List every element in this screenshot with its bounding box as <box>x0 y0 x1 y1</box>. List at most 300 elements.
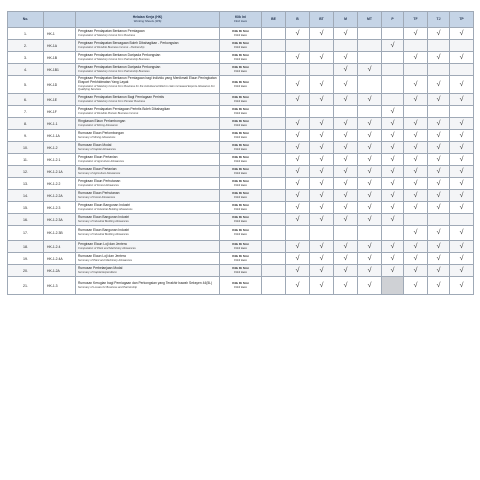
mark-cell <box>262 130 286 142</box>
row-link-label[interactable]: Klik Di Sini <box>232 130 249 135</box>
table-row <box>8 226 474 241</box>
check-mark-icon: √ <box>286 28 310 40</box>
row-link[interactable] <box>220 94 262 106</box>
row-number: 13. <box>8 178 44 190</box>
table-row <box>8 28 474 40</box>
row-code: HK-1.2.4A <box>44 253 76 265</box>
worksheet-index <box>7 11 474 295</box>
mark-cell <box>404 106 428 118</box>
header-col: BT <box>310 12 334 28</box>
mark-cell <box>286 226 310 241</box>
row-link-label-en[interactable]: Click Here <box>234 245 247 250</box>
row-description-ms: Rumusan Elaun Modal <box>78 142 112 147</box>
check-mark-icon: √ <box>286 52 310 64</box>
check-mark-icon: √ <box>358 142 382 154</box>
table-row <box>8 277 474 295</box>
check-mark-icon: √ <box>404 118 428 130</box>
check-mark-icon: √ <box>286 94 310 106</box>
mark-cell <box>262 118 286 130</box>
mark-cell <box>358 76 382 94</box>
row-link[interactable] <box>220 214 262 226</box>
check-mark-icon: √ <box>358 64 382 76</box>
row-link[interactable] <box>220 277 262 295</box>
mark-cell <box>262 166 286 178</box>
check-mark-icon: √ <box>382 202 404 214</box>
row-number: 21. <box>8 277 44 295</box>
row-description-en: Summary of Plant and Machinery Allowances <box>78 258 132 262</box>
check-mark-icon: √ <box>310 214 334 226</box>
header-link-label-en: Click Here <box>233 18 248 23</box>
check-mark-icon: √ <box>404 28 428 40</box>
row-link-label[interactable]: Klik Di Sini <box>232 106 249 111</box>
check-mark-icon: √ <box>334 154 358 166</box>
row-link-label-en[interactable]: Click Here <box>234 269 247 274</box>
row-description-ms: Ringkasan Elaun Perlombongan <box>78 118 126 123</box>
header-col: P <box>382 12 404 28</box>
mark-cell <box>262 226 286 241</box>
check-mark-icon: √ <box>404 277 428 295</box>
row-link[interactable] <box>220 76 262 94</box>
check-mark-icon: √ <box>286 253 310 265</box>
row-description <box>76 178 220 190</box>
check-mark-icon: √ <box>310 253 334 265</box>
check-mark-icon: √ <box>334 142 358 154</box>
row-link-label[interactable]: Klik Di Sini <box>232 52 249 57</box>
header-col: TF <box>404 12 428 28</box>
check-mark-icon: √ <box>428 253 450 265</box>
row-link[interactable] <box>220 265 262 277</box>
check-mark-icon: √ <box>404 154 428 166</box>
mark-cell <box>262 277 286 295</box>
row-number: 15. <box>8 202 44 214</box>
mark-cell <box>262 76 286 94</box>
row-description-en: Computation of Industrial Building Allowances <box>78 207 133 211</box>
row-description-en: Computation of Statutory Income from Partnership Business <box>78 57 150 61</box>
row-code: HK-1 <box>44 28 76 40</box>
row-code: HK-1.3 <box>44 277 76 295</box>
check-mark-icon: √ <box>404 253 428 265</box>
row-code: HK-1A <box>44 40 76 52</box>
check-mark-icon: √ <box>334 118 358 130</box>
check-mark-icon: √ <box>310 277 334 295</box>
row-link-label-en[interactable]: Click Here <box>234 44 247 49</box>
row-number: 9. <box>8 130 44 142</box>
check-mark-icon: √ <box>358 154 382 166</box>
row-link-label[interactable]: Klik Di Sini <box>232 28 249 33</box>
row-link-label[interactable]: Klik Di Sini <box>232 202 249 207</box>
check-mark-icon: √ <box>428 265 450 277</box>
row-number: 6. <box>8 94 44 106</box>
row-link[interactable] <box>220 154 262 166</box>
check-mark-icon: √ <box>428 28 450 40</box>
row-link-label-en[interactable]: Click Here <box>234 134 247 139</box>
row-description-en: Computation of Statutory Income from Pioneer Business <box>78 99 146 103</box>
row-link[interactable] <box>220 178 262 190</box>
check-mark-icon: √ <box>428 241 450 253</box>
check-mark-icon: √ <box>310 265 334 277</box>
mark-cell <box>382 52 404 64</box>
row-code: HK-1.2.2A <box>44 190 76 202</box>
mark-cell <box>428 64 450 76</box>
row-link-label[interactable]: Klik Di Sini <box>232 280 249 285</box>
check-mark-icon: √ <box>310 142 334 154</box>
row-link-label[interactable]: Klik Di Sini <box>232 40 249 45</box>
header-col: B <box>286 12 310 28</box>
header-col: BE <box>262 12 286 28</box>
row-description-ms: Pengiraan Pendapatan Bercagaan Boleh Dibahagikan - Perkongsian <box>78 40 179 45</box>
table-row <box>8 76 474 94</box>
row-code: HK-1.2.1A <box>44 166 76 178</box>
check-mark-icon: √ <box>382 178 404 190</box>
row-link-label-en[interactable]: Click Here <box>234 218 247 223</box>
row-link-label[interactable]: Klik Di Sini <box>232 228 249 233</box>
row-link[interactable] <box>220 106 262 118</box>
row-number: 12. <box>8 166 44 178</box>
row-link[interactable] <box>220 52 262 64</box>
row-link-label-en[interactable]: Click Here <box>234 194 247 199</box>
row-link[interactable] <box>220 190 262 202</box>
table-row <box>8 40 474 52</box>
row-description-ms: Rumusan Elaun Loji dan Jentera <box>78 253 126 258</box>
row-link[interactable] <box>220 226 262 241</box>
table-row <box>8 265 474 277</box>
check-mark-icon: √ <box>310 241 334 253</box>
table-row <box>8 64 474 76</box>
mark-cell <box>358 40 382 52</box>
check-mark-icon: √ <box>310 190 334 202</box>
check-mark-icon: √ <box>286 178 310 190</box>
mark-cell <box>262 52 286 64</box>
row-description <box>76 52 220 64</box>
row-link-label-en[interactable]: Click Here <box>234 284 247 289</box>
check-mark-icon: √ <box>404 142 428 154</box>
row-number: 5. <box>8 76 44 94</box>
check-mark-icon: √ <box>450 265 474 277</box>
check-mark-icon: √ <box>428 166 450 178</box>
check-mark-icon: √ <box>450 142 474 154</box>
row-description-ms: Pengiraan Pendapatan Berkanun Perniagaan bagi Individu yang Menikmati Elaun Peningkatan Eksport Perkhidmatan Yang Layak <box>78 75 217 84</box>
row-number: 3. <box>8 52 44 64</box>
row-link-label[interactable]: Klik Di Sini <box>232 94 249 99</box>
row-code: HK-1.2A <box>44 265 76 277</box>
mark-cell <box>382 226 404 241</box>
mark-cell <box>286 40 310 52</box>
check-mark-icon: √ <box>334 76 358 94</box>
check-mark-icon: √ <box>428 277 450 295</box>
check-mark-icon: √ <box>358 241 382 253</box>
header-row <box>8 12 474 28</box>
check-mark-icon: √ <box>286 277 310 295</box>
row-description-ms: Pengiraan Elaun Loji dan Jentera <box>78 241 127 246</box>
row-code: HK-1.1A <box>44 130 76 142</box>
mark-cell <box>262 106 286 118</box>
check-mark-icon: √ <box>382 106 404 118</box>
row-link[interactable] <box>220 241 262 253</box>
row-description-ms: Rumusan Elaun Perlombongan <box>78 130 124 135</box>
check-mark-icon: √ <box>450 202 474 214</box>
check-mark-icon: √ <box>334 241 358 253</box>
mark-cell <box>334 106 358 118</box>
check-mark-icon: √ <box>450 76 474 94</box>
row-link-label-en[interactable]: Click Here <box>234 32 247 37</box>
row-link-label[interactable]: Klik Di Sini <box>232 79 249 84</box>
header-form-title: Helaian Kerja (HK) <box>132 14 163 19</box>
check-mark-icon: √ <box>382 118 404 130</box>
mark-cell <box>262 214 286 226</box>
row-description <box>76 241 220 253</box>
row-number: 2. <box>8 40 44 52</box>
row-code: HK-1.2.3 <box>44 202 76 214</box>
check-mark-icon: √ <box>286 190 310 202</box>
check-mark-icon: √ <box>286 76 310 94</box>
row-description <box>76 253 220 265</box>
row-description <box>76 106 220 118</box>
header-col: TP <box>450 12 474 28</box>
check-mark-icon: √ <box>428 154 450 166</box>
mark-cell <box>262 253 286 265</box>
check-mark-icon: √ <box>358 277 382 295</box>
row-number: 14. <box>8 190 44 202</box>
check-mark-icon: √ <box>428 94 450 106</box>
table-row <box>8 94 474 106</box>
row-description-ms: Rumusan Elaun Bangunan Industri <box>78 228 130 233</box>
mark-cell <box>262 64 286 76</box>
row-link[interactable] <box>220 118 262 130</box>
mark-cell <box>428 106 450 118</box>
mark-cell <box>262 178 286 190</box>
check-mark-icon: √ <box>310 28 334 40</box>
check-mark-icon: √ <box>286 241 310 253</box>
check-mark-icon: √ <box>404 202 428 214</box>
check-mark-icon: √ <box>310 118 334 130</box>
mark-cell <box>358 28 382 40</box>
row-description-ms: Rumusan Elaun Bangunan Industri <box>78 214 130 219</box>
check-mark-icon: √ <box>382 253 404 265</box>
row-description-en: Computation of Agriculture Allowances <box>78 159 124 163</box>
row-link-label-en[interactable]: Click Here <box>234 68 247 73</box>
row-number: 18. <box>8 241 44 253</box>
check-mark-icon: √ <box>450 154 474 166</box>
row-description-en: Computation of Divisible Pioneer Business Income <box>78 111 139 115</box>
check-mark-icon: √ <box>334 214 358 226</box>
row-code: HK-1.2.2 <box>44 178 76 190</box>
mark-cell <box>262 265 286 277</box>
check-mark-icon: √ <box>310 76 334 94</box>
row-description-en: Summary of Industrial Building Allowances <box>78 219 129 223</box>
row-link-label[interactable]: Klik Di Sini <box>232 118 249 123</box>
row-link-label-en[interactable]: Click Here <box>234 146 247 151</box>
row-link-label-en[interactable]: Click Here <box>234 257 247 262</box>
check-mark-icon: √ <box>382 142 404 154</box>
check-mark-icon: √ <box>450 190 474 202</box>
row-number: 17. <box>8 226 44 241</box>
check-mark-icon: √ <box>286 202 310 214</box>
check-mark-icon: √ <box>404 241 428 253</box>
check-mark-icon: √ <box>334 166 358 178</box>
row-description-en: Summary of Agriculture Allowances <box>78 171 121 175</box>
row-link-label[interactable]: Klik Di Sini <box>232 253 249 258</box>
row-link-label-en[interactable]: Click Here <box>234 232 247 236</box>
row-link[interactable] <box>220 64 262 76</box>
check-mark-icon: √ <box>358 253 382 265</box>
row-link-label-en[interactable]: Click Here <box>234 98 247 103</box>
check-mark-icon: √ <box>334 130 358 142</box>
row-link[interactable] <box>220 166 262 178</box>
worksheet-table <box>7 11 474 295</box>
row-description <box>76 130 220 142</box>
row-link-label[interactable]: Klik Di Sini <box>232 265 249 270</box>
header-code <box>44 12 76 28</box>
mark-cell <box>262 94 286 106</box>
row-code: HK-1.2.1 <box>44 154 76 166</box>
row-description-ms: Pengiraan Elaun Bangunan Industri <box>78 202 131 207</box>
row-code: HK-1D <box>44 76 76 94</box>
row-description <box>76 202 220 214</box>
row-description <box>76 40 220 52</box>
row-description-en: Computation of Plant and Machinery Allowances <box>78 246 136 250</box>
row-description-en: Computation of Statutory Income from Business for the individual entitled to claim increased Exports Allowance For Qualifying Services <box>78 84 215 92</box>
check-mark-icon: √ <box>334 265 358 277</box>
check-mark-icon: √ <box>334 277 358 295</box>
row-link-label-en[interactable]: Click Here <box>234 206 247 211</box>
mark-cell <box>262 28 286 40</box>
row-link-label[interactable]: Klik Di Sini <box>232 64 249 69</box>
check-mark-icon: √ <box>428 52 450 64</box>
check-mark-icon: √ <box>310 202 334 214</box>
check-mark-icon: √ <box>334 202 358 214</box>
check-mark-icon: √ <box>382 214 404 226</box>
check-mark-icon: √ <box>382 190 404 202</box>
row-code: HK-1F <box>44 106 76 118</box>
mark-cell <box>428 214 450 226</box>
check-mark-icon: √ <box>450 178 474 190</box>
row-link[interactable] <box>220 28 262 40</box>
row-description-ms: Pengiraan Pendapatan Berkanun Daripada Perkongsian <box>78 52 161 57</box>
row-link-label[interactable]: Klik Di Sini <box>232 190 249 195</box>
row-link[interactable] <box>220 253 262 265</box>
header-link-label: Klik Ini <box>234 14 247 19</box>
check-mark-icon: √ <box>382 154 404 166</box>
row-description-en: Computation of Divisible Business Income - Partnership <box>78 45 145 49</box>
mark-cell <box>334 226 358 241</box>
row-description <box>76 265 220 277</box>
check-mark-icon: √ <box>404 265 428 277</box>
row-link[interactable] <box>220 130 262 142</box>
check-mark-icon: √ <box>358 94 382 106</box>
mark-cell <box>262 190 286 202</box>
header-col: TJ <box>428 12 450 28</box>
row-link-label[interactable]: Klik Di Sini <box>232 142 249 147</box>
mark-cell <box>262 154 286 166</box>
mark-cell <box>404 214 428 226</box>
check-mark-icon: √ <box>382 241 404 253</box>
row-link-label[interactable]: Klik Di Sini <box>232 241 249 246</box>
row-link-label[interactable]: Klik Di Sini <box>232 178 249 183</box>
check-mark-icon: √ <box>286 265 310 277</box>
check-mark-icon: √ <box>404 226 428 241</box>
check-mark-icon: √ <box>404 94 428 106</box>
check-mark-icon: √ <box>358 190 382 202</box>
mark-cell <box>358 52 382 64</box>
table-row <box>8 52 474 64</box>
check-mark-icon: √ <box>404 178 428 190</box>
header-col: MT <box>358 12 382 28</box>
mark-cell <box>450 106 474 118</box>
row-code: HK-1.2 <box>44 142 76 154</box>
row-link[interactable] <box>220 202 262 214</box>
row-link-label-en[interactable]: Click Here <box>234 56 247 61</box>
table-row <box>8 241 474 253</box>
row-link-label-en[interactable]: Click Here <box>234 182 247 187</box>
row-link[interactable] <box>220 40 262 52</box>
row-link-label[interactable]: Klik Di Sini <box>232 154 249 159</box>
check-mark-icon: √ <box>450 28 474 40</box>
check-mark-icon: √ <box>428 130 450 142</box>
check-mark-icon: √ <box>310 130 334 142</box>
row-description-en: Summary of Industrial Building Allowances <box>78 233 129 236</box>
mark-cell <box>334 40 358 52</box>
row-link-label-en[interactable]: Click Here <box>234 122 247 127</box>
row-description <box>76 226 220 241</box>
row-link-label-en[interactable]: Click Here <box>234 170 247 175</box>
row-number: 1. <box>8 28 44 40</box>
check-mark-icon: √ <box>428 190 450 202</box>
row-description-en: Summary of Losses for Business and Partnership <box>78 285 138 289</box>
row-description-ms: Rumusan Perbelanjaan Modal <box>78 265 123 270</box>
row-description-ms: Pengiraan Elaun Perhutanan <box>78 178 121 183</box>
row-code: HK-1B <box>44 52 76 64</box>
row-number: 16. <box>8 214 44 226</box>
row-code: HK-1.1 <box>44 118 76 130</box>
row-number: 20. <box>8 265 44 277</box>
row-description-ms: Rumusan Elaun Perhutanan <box>78 190 120 195</box>
table-row <box>8 142 474 154</box>
check-mark-icon: √ <box>450 253 474 265</box>
row-link-label-en[interactable]: Click Here <box>234 158 247 163</box>
check-mark-icon: √ <box>334 52 358 64</box>
row-code: HK-1.2.4 <box>44 241 76 253</box>
row-description <box>76 118 220 130</box>
mark-cell <box>310 106 334 118</box>
check-mark-icon: √ <box>382 40 404 52</box>
mark-cell <box>262 202 286 214</box>
check-mark-icon: √ <box>404 190 428 202</box>
row-number: 11. <box>8 154 44 166</box>
row-link-label[interactable]: Klik Di Sini <box>232 214 249 219</box>
row-code: HK-1.2.3B <box>44 226 76 241</box>
table-row <box>8 190 474 202</box>
row-description-en: Summary of Forest Allowances <box>78 195 116 199</box>
row-link-label-en[interactable]: Click Here <box>234 83 247 88</box>
row-link-label[interactable]: Klik Di Sini <box>232 166 249 171</box>
table-row <box>8 202 474 214</box>
check-mark-icon: √ <box>334 253 358 265</box>
row-description-en: Computation of Mining Allowance <box>78 123 118 127</box>
mark-cell <box>450 64 474 76</box>
table-body <box>8 28 474 295</box>
row-description-ms: Pengiraan Pendapatan Perniagaan Perintis Boleh Dibahagikan <box>78 106 171 111</box>
row-link-label-en[interactable]: Click Here <box>234 110 247 115</box>
check-mark-icon: √ <box>334 64 358 76</box>
row-link[interactable] <box>220 142 262 154</box>
table-row <box>8 130 474 142</box>
row-number: 19. <box>8 253 44 265</box>
row-description-ms: Pengiraan Pendapatan Berkanun Daripada Perkongsian <box>78 64 161 69</box>
table-row <box>8 118 474 130</box>
row-description <box>76 214 220 226</box>
table-row <box>8 154 474 166</box>
row-description <box>76 142 220 154</box>
